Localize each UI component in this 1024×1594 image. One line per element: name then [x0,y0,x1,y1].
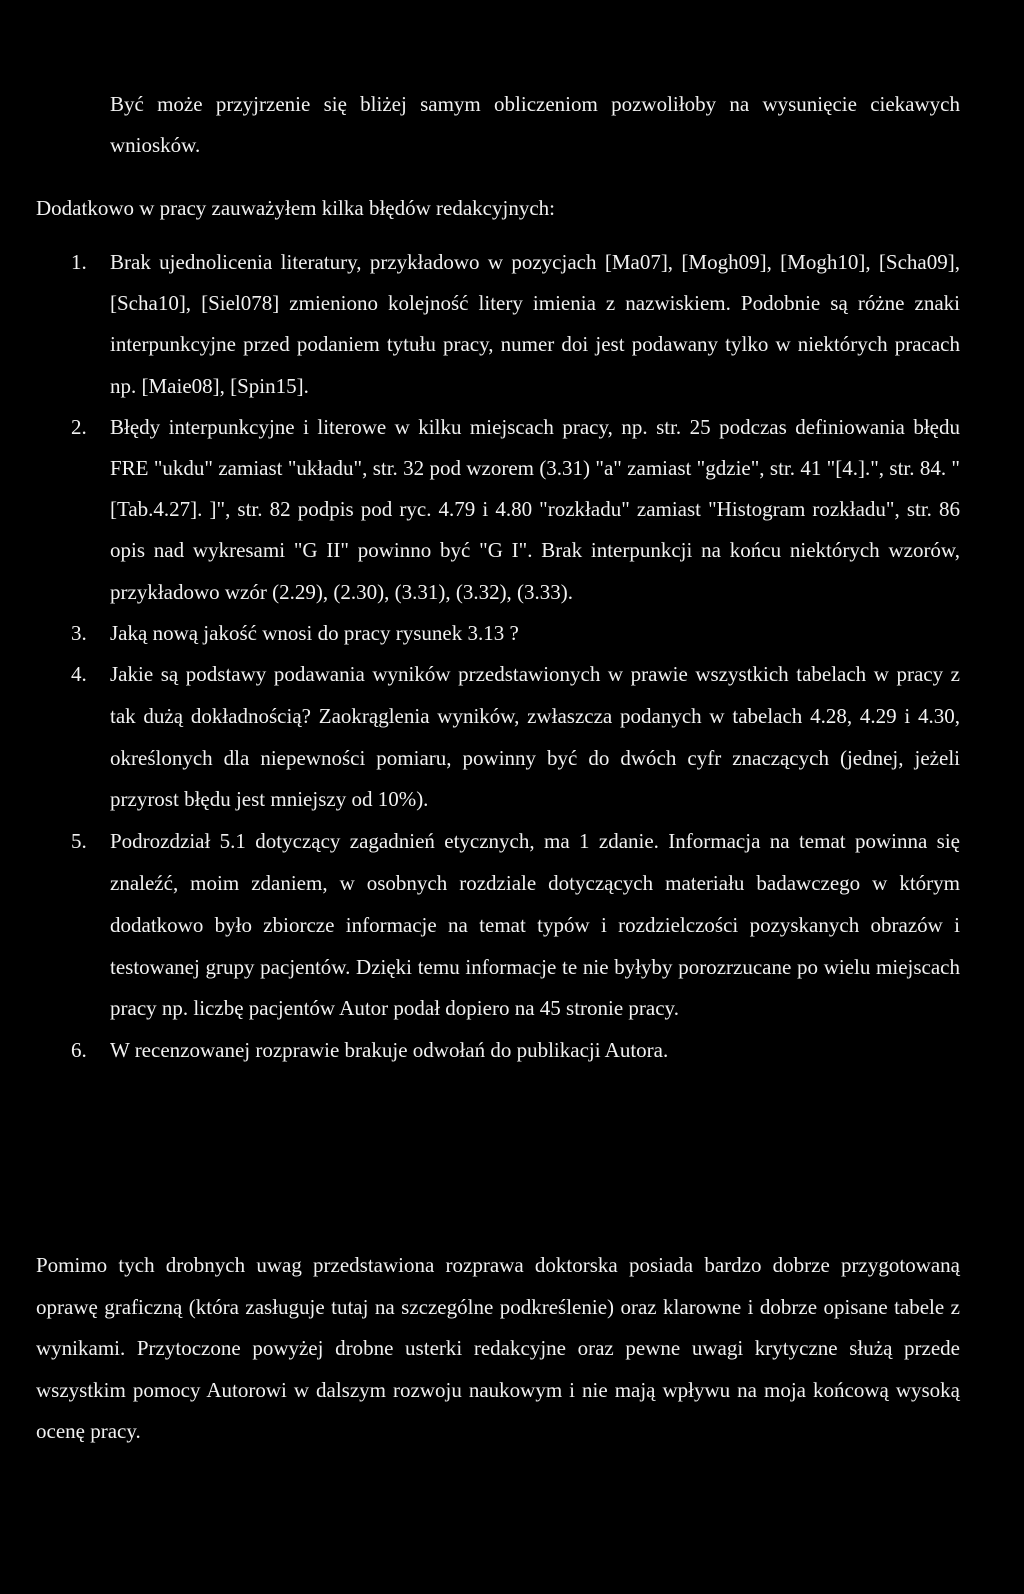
list-item-number: 4. [71,662,87,687]
list-item [36,613,960,654]
list-item-number: 2. [71,414,87,439]
list-item [36,1030,960,1071]
list-item [36,242,960,407]
list-item-number: 1. [71,250,87,274]
list-item [36,821,960,1030]
intro-paragraph: Być może przyjrzenie się bliżej samym obliczeniom pozwoliłoby na wysunięcie ciekawych wniosków. [110,92,960,157]
summary-paragraph: Pomimo tych drobnych uwag przedstawiona rozprawa doktorska posiada bardzo dobrze przygotowaną oprawę graficzną (która zasługuje tutaj na szczególne podkreślenie) oraz klarowne i dobrze opisane tabele z wynikami. Przytoczone powyżej drobne usterki redakcyjne oraz pewne uwagi krytyczne służą przede wszystkim pomocy Autorowi w dalszym rozwoju naukowym i nie mają wpływu na moja końcową wysoką ocenę pracy. [36,1253,960,1443]
list-item [36,654,960,821]
list-item-number: 3. [71,620,87,645]
list-item-number: 6. [71,1038,87,1063]
list-item-number: 5. [71,829,87,854]
list-item-text: Podrozdział 5.1 dotyczący zagadnień etycznych, ma 1 zdanie. Informacja na temat powinna się znaleźć, moim zdaniem, w osobnych rozdziale dotyczących materiału badawczego w którym dodatkowo było zbiorcze informacje na temat typów i rozdzielczości pozyskanych obrazów i testowanej grupy pacjentów. Dzięki temu informacje te nie byłyby porozrzucane po wielu miejscach pracy np. liczbę pacjentów Autor podał dopiero na 45 stronie pracy. [110,829,960,1021]
errors-intro-paragraph: Dodatkowo w pracy zauważyłem kilka błędów redakcyjnych: [36,196,555,220]
editorial-errors-list [36,242,960,1071]
list-item-text: Brak ujednolicenia literatury, przykładowo w pozycjach [Ma07], [Mogh09], [Mogh10], [Scha09], [Scha10], [Siel078] zmieniono kolejność litery imienia z nazwiskiem. Podobnie są różne znaki interpunkcyjne przed podaniem tytułu pracy, numer doi jest podawany tylko w niektórych pracach np. [Maie08], [Spin15]. [110,250,960,398]
list-item-text: Jakie są podstawy podawania wyników przedstawionych w prawie wszystkich tabelach w pracy z tak dużą dokładnością? Zaokrąglenia wyników, zwłaszcza podanych w tabelach 4.28, 4.29 i 4.30, określonych dla niepewności pomiaru, powinny być do dwóch cyfr znaczących (jednej, jeżeli przyrost błędu jest mniejszy od 10%). [110,662,960,812]
list-item-text: Jaką nową jakość wnosi do pracy rysunek 3.13 ? [110,620,519,645]
list-item-text: Błędy interpunkcyjne i literowe w kilku miejscach pracy, np. str. 25 podczas definiowania błędu FRE "ukdu" zamiast "układu", str. 32 pod wzorem (3.31) "a" zamiast "gdzie", str. 41 "[4.].", str. 84. "[Tab.4.27]. ]", str. 82 podpis pod ryc. 4.79 i 4.80 "rozkładu" zamiast "Histogram rozkładu", str. 86 opis nad wykresami "G II" powinno być "G I". Brak interpunkcji na końcu niektórych wzorów, przykładowo wzór (2.29), (2.30), (3.31), (3.32), (3.33). [110,414,960,604]
list-item [36,407,960,613]
list-item-text: W recenzowanej rozprawie brakuje odwołań do publikacji Autora. [110,1038,669,1063]
